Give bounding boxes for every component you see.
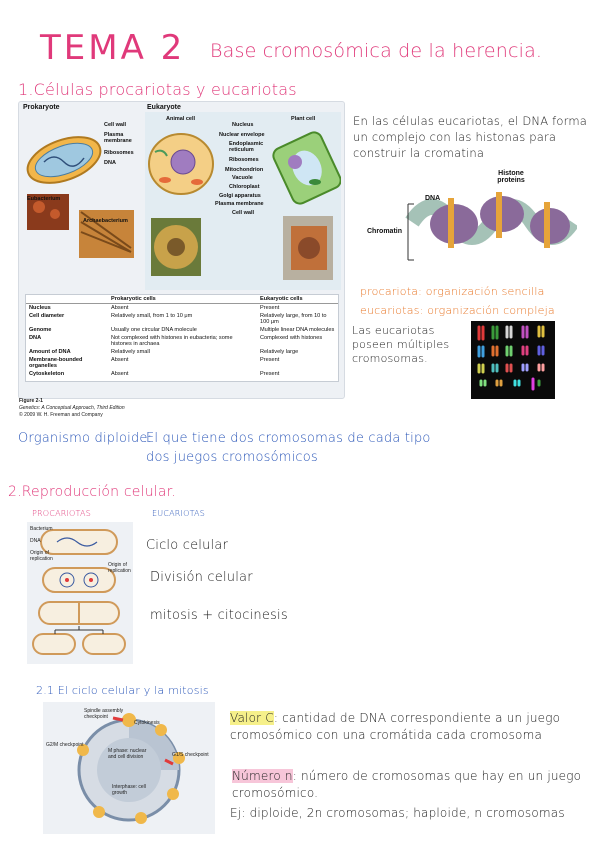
section21-heading: 2.1 El ciclo celular y la mitosis bbox=[36, 684, 209, 697]
cell-comparison-table-wrap bbox=[25, 294, 339, 382]
ciclo-celular-item: Ciclo celular bbox=[146, 538, 229, 553]
karyotype-image bbox=[471, 321, 555, 399]
fission-origin-label-left: Origin of replication bbox=[30, 550, 53, 562]
valor-c-text: : cantidad de DNA correspondiente a un juego cromosómico con una cromátida cada cromosoma bbox=[230, 711, 561, 742]
euk-label-plasma-membrane: Plasma membrane bbox=[215, 201, 264, 207]
euk-label-golgi: Golgi apparatus bbox=[219, 193, 261, 199]
fission-dna-label: DNA bbox=[30, 538, 41, 544]
cycle-spindle-label: Spindle assembly checkpoint bbox=[84, 708, 124, 720]
plant-cell-title: Plant cell bbox=[291, 116, 316, 122]
table-row: Nucleus Absent Present bbox=[29, 305, 280, 311]
division-celular-item: División celular bbox=[150, 570, 253, 585]
diploide-label: Organismo diploide: bbox=[18, 431, 153, 446]
euk-label-cell-wall: Cell wall bbox=[232, 210, 255, 216]
prok-label-cell-wall: Cell wall bbox=[104, 122, 127, 128]
cell-comparison-table bbox=[26, 295, 338, 378]
cell-comparison-figure bbox=[18, 101, 345, 399]
section2-heading: 2.Reproducción celular. bbox=[8, 484, 176, 500]
numero-n-text: : número de cromosomas que hay en un juego cromosómico. bbox=[232, 769, 582, 800]
table-row: Amount of DNA Relatively small Relatively large bbox=[29, 349, 299, 355]
chromatin-illustration bbox=[364, 162, 577, 272]
cromatina-note: En las células eucariotas, el DNA forma un complejo con las histonas para construir la cromatina bbox=[353, 114, 587, 160]
euk-label-nuclear-envelope: Nuclear envelope bbox=[219, 132, 265, 138]
mitosis-citocinesis-item: mitosis + citocinesis bbox=[150, 608, 288, 623]
prok-label-dna: DNA bbox=[104, 160, 116, 166]
euk-label-er: Endoplasmic reticulum bbox=[229, 141, 264, 153]
euk-label-vacuole: Vacuole bbox=[232, 175, 253, 181]
animal-cell-title: Animal cell bbox=[166, 116, 196, 122]
valor-c-definition bbox=[230, 710, 580, 744]
figure-caption-1: Figure 2-1 bbox=[19, 398, 43, 404]
procariotas-label: PROCARIOTAS bbox=[32, 509, 91, 518]
archaebacterium-label: Archaebacterium bbox=[83, 218, 128, 224]
multiples-note: Las eucariotas poseen múltiples cromosomas. bbox=[352, 324, 450, 365]
chromatin-label: Chromatin bbox=[367, 228, 402, 235]
diploide-text-1: El que tiene dos cromosomas de cada tipo bbox=[146, 431, 431, 446]
numero-n-term: Número n bbox=[232, 769, 293, 783]
procariota-note: procariota: organización sencilla bbox=[360, 285, 545, 298]
prok-label-plasma-membrane: Plasma membrane bbox=[104, 132, 132, 144]
cycle-mphase-label: M phase: nuclear and cell division bbox=[108, 748, 147, 760]
page-title: TEMA 2 bbox=[40, 28, 186, 68]
figure-caption-2: Genetics: A Conceptual Approach, Third Edition bbox=[19, 405, 125, 411]
eucariota-note: eucariotas: organización compleja bbox=[360, 304, 555, 317]
table-header-row: Prokaryotic cells Eukaryotic cells bbox=[26, 295, 338, 304]
figure-caption-3: © 2009 W. H. Freeman and Company bbox=[19, 412, 103, 418]
valor-c-term: Valor C bbox=[230, 711, 274, 725]
table-row: DNA Not complexed with histones in eubacteria; some histones in archaea Complexed with histones bbox=[29, 335, 323, 347]
chromatin-dna-label: DNA bbox=[425, 195, 441, 202]
numero-n-definition bbox=[232, 768, 582, 802]
section1-heading: 1.Células procariotas y eucariotas bbox=[18, 80, 297, 99]
cycle-g1s-label: G1/S checkpoint bbox=[172, 752, 209, 758]
binary-fission-figure bbox=[27, 522, 133, 664]
euk-label-ribosomes: Ribosomes bbox=[229, 157, 259, 163]
eucariotas-label: EUCARIOTAS bbox=[152, 509, 205, 518]
cycle-cytokinesis-label: Cytokinesis bbox=[134, 720, 160, 726]
eukaryote-title: Eukaryote bbox=[147, 104, 181, 111]
prokaryote-title: Prokaryote bbox=[23, 104, 60, 111]
prok-label-ribosomes: Ribosomes bbox=[104, 150, 134, 156]
eubacterium-label: Eubacterium bbox=[27, 196, 61, 202]
euk-label-mitochondrion: Mitochondrion bbox=[225, 167, 264, 173]
fission-origin-label-right: Origin of replication bbox=[108, 562, 131, 574]
page-subtitle: Base cromosómica de la herencia. bbox=[210, 40, 543, 62]
table-row: Genome Usually one circular DNA molecule Multiple linear DNA molecules bbox=[29, 327, 335, 333]
table-row: Cell diameter Relatively small, from 1 to 10 μm Relatively large, from 10 to 100 μm bbox=[29, 313, 327, 325]
euk-label-nucleus: Nucleus bbox=[232, 122, 254, 128]
cell-cycle-figure bbox=[43, 702, 215, 834]
fission-bacterium-label: Bacterium bbox=[30, 526, 53, 532]
cycle-interphase-label: Interphase: cell growth bbox=[112, 784, 146, 796]
chromatin-histone-label: Histone proteins bbox=[497, 170, 525, 184]
diploid-haploid-example: Ej: diploide, 2n cromosomas; haploide, n cromosomas bbox=[230, 806, 565, 820]
diploide-text-2: dos juegos cromosómicos bbox=[146, 450, 318, 465]
table-row: Cytoskeleton Absent Present bbox=[29, 371, 280, 377]
euk-label-chloroplast: Chloroplast bbox=[229, 184, 260, 190]
cycle-g2m-label: G2/M checkpoint bbox=[46, 742, 84, 748]
table-row: Membrane-bounded organelles Absent Present bbox=[29, 357, 280, 369]
